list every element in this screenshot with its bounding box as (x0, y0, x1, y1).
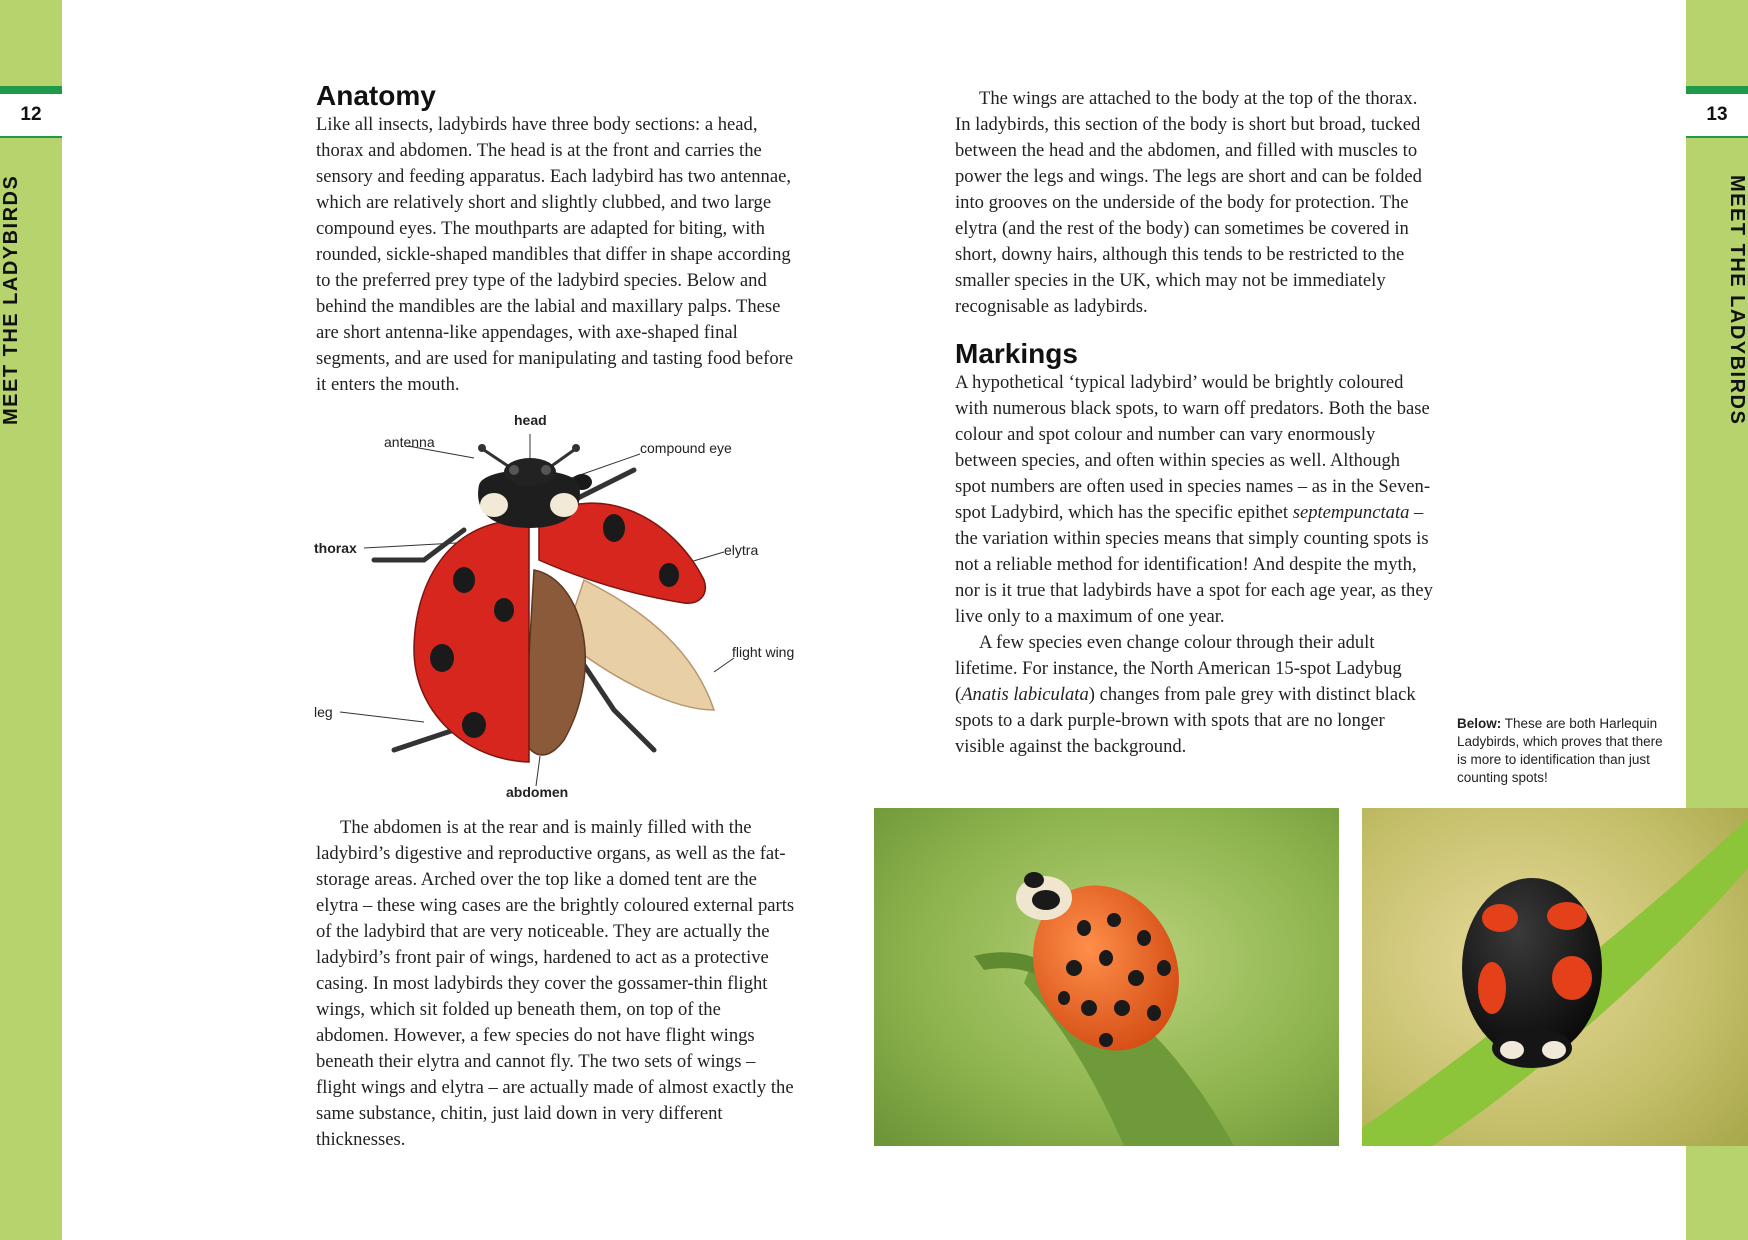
markings-p2-species-name: Anatis labiculata (961, 684, 1089, 705)
abdomen-section (316, 815, 796, 1153)
caption-lead: Below: (1457, 716, 1502, 731)
left-section-label (0, 170, 62, 430)
markings-p1-species-epithet: septempunctata (1292, 502, 1410, 523)
left-page-number: 12 (0, 86, 62, 138)
right-column (955, 86, 1435, 760)
markings-p2-text-a: A few species even change colour through their adult lifetime. For instance, the North American 15-spot Ladybug ( (955, 632, 1402, 705)
markings-paragraph-1 (955, 370, 1435, 630)
label-elytra: elytra (724, 542, 759, 558)
right-page-number: 13 (1686, 86, 1748, 138)
anatomy-paragraph-2: The abdomen is at the rear and is mainly filled with the ladybird’s digestive and reproductive organs, as well as the fat-storage areas. Arched over the top like a domed tent are the elytra – these wing cases are the brightly coloured external parts of the ladybird that are very noticeable. They are actually the ladybird’s front pair of wings, hardened to act as a protective casing. In most ladybirds they cover the gossamer-thin flight wings, which sit folded up beneath them, on top of the abdomen. However, a few species do not have flight wings beneath their elytra and cannot fly. The two sets of wings – flight wings and elytra – are actually made of almost exactly the same substance, chitin, just laid down in very different thicknesses. (316, 817, 795, 1150)
anatomy-paragraph-1: Like all insects, ladybirds have three body sections: a head, thorax and abdomen. The head is at the front and carries the sensory and feeding apparatus. Each ladybird has two antennae, which are relatively short and slightly clubbed, and two large compound eyes. The mouthparts are adapted for biting, with rounded, sickle-shaped mandibles that differ in shape according to the preferred prey type of the ladybird species. Below and behind the mandibles are the labial and maxillary palps. These are short antenna-like appendages, with axe-shaped final segments, and are used for manipulating and tasting food before it enters the mouth. (316, 114, 794, 395)
anatomy-heading: Anatomy (316, 80, 436, 111)
markings-heading: Markings (955, 338, 1078, 369)
markings-p1-text-a: A hypothetical ‘typical ladybird’ would be brightly coloured with numerous black spots, to warn off predators. Both the base colour and spot colour and number can vary enormously between species, and often within species as well. Although spot numbers are often used in species names – as in the Seven-spot Ladybird, which has the specific epithet (955, 372, 1431, 523)
caption-text: These are both Harlequin Ladybirds, which proves that there is more to identification than just counting spots! (1457, 716, 1663, 785)
black-ladybird-image (1362, 808, 1748, 1146)
label-compound-eye: compound eye (640, 440, 732, 456)
label-thorax: thorax (314, 540, 357, 556)
markings-p1-text-b: – the variation within species means that simply counting spots is not a reliable method for identification! And despite the myth, nor is it true that ladybirds have a spot for each age year, as they live only to a maximum of one year. (955, 502, 1433, 627)
left-section-label-text: MEET THE LADYBIRDS (0, 174, 22, 426)
ladybird-illustration (314, 410, 804, 805)
harlequin-ladybird-orange-photo (874, 808, 1339, 1146)
label-flight-wing: flight wing (732, 644, 795, 660)
photo-caption (1457, 715, 1667, 787)
label-abdomen: abdomen (506, 784, 569, 800)
ladybird-anatomy-diagram (314, 410, 804, 805)
markings-p2-text-b: ) changes from pale grey with distinct black spots to a dark purple-brown with spots that are no longer visible against the background. (955, 684, 1416, 757)
right-section-label-text: MEET THE LADYBIRDS (1726, 174, 1748, 426)
markings-paragraph-2 (955, 630, 1435, 760)
wings-paragraph: The wings are attached to the body at the top of the thorax. In ladybirds, this section of the body is short but broad, tucked between the head and the abdomen, and filled with muscles to power the legs and wings. The legs are short and can be folded into grooves on the underside of the body for protection. The elytra (and the rest of the body) can sometimes be covered in short, downy hairs, although this tends to be restricted to the smaller species in the UK, which may not be immediately recognisable as ladybirds. (955, 88, 1422, 317)
label-antenna: antenna (384, 434, 435, 450)
anatomy-section (316, 80, 796, 398)
orange-ladybird-image (874, 808, 1339, 1146)
harlequin-ladybird-black-photo (1362, 808, 1748, 1146)
right-section-label (1686, 170, 1748, 430)
label-leg: leg (314, 704, 333, 720)
label-head: head (514, 412, 547, 428)
